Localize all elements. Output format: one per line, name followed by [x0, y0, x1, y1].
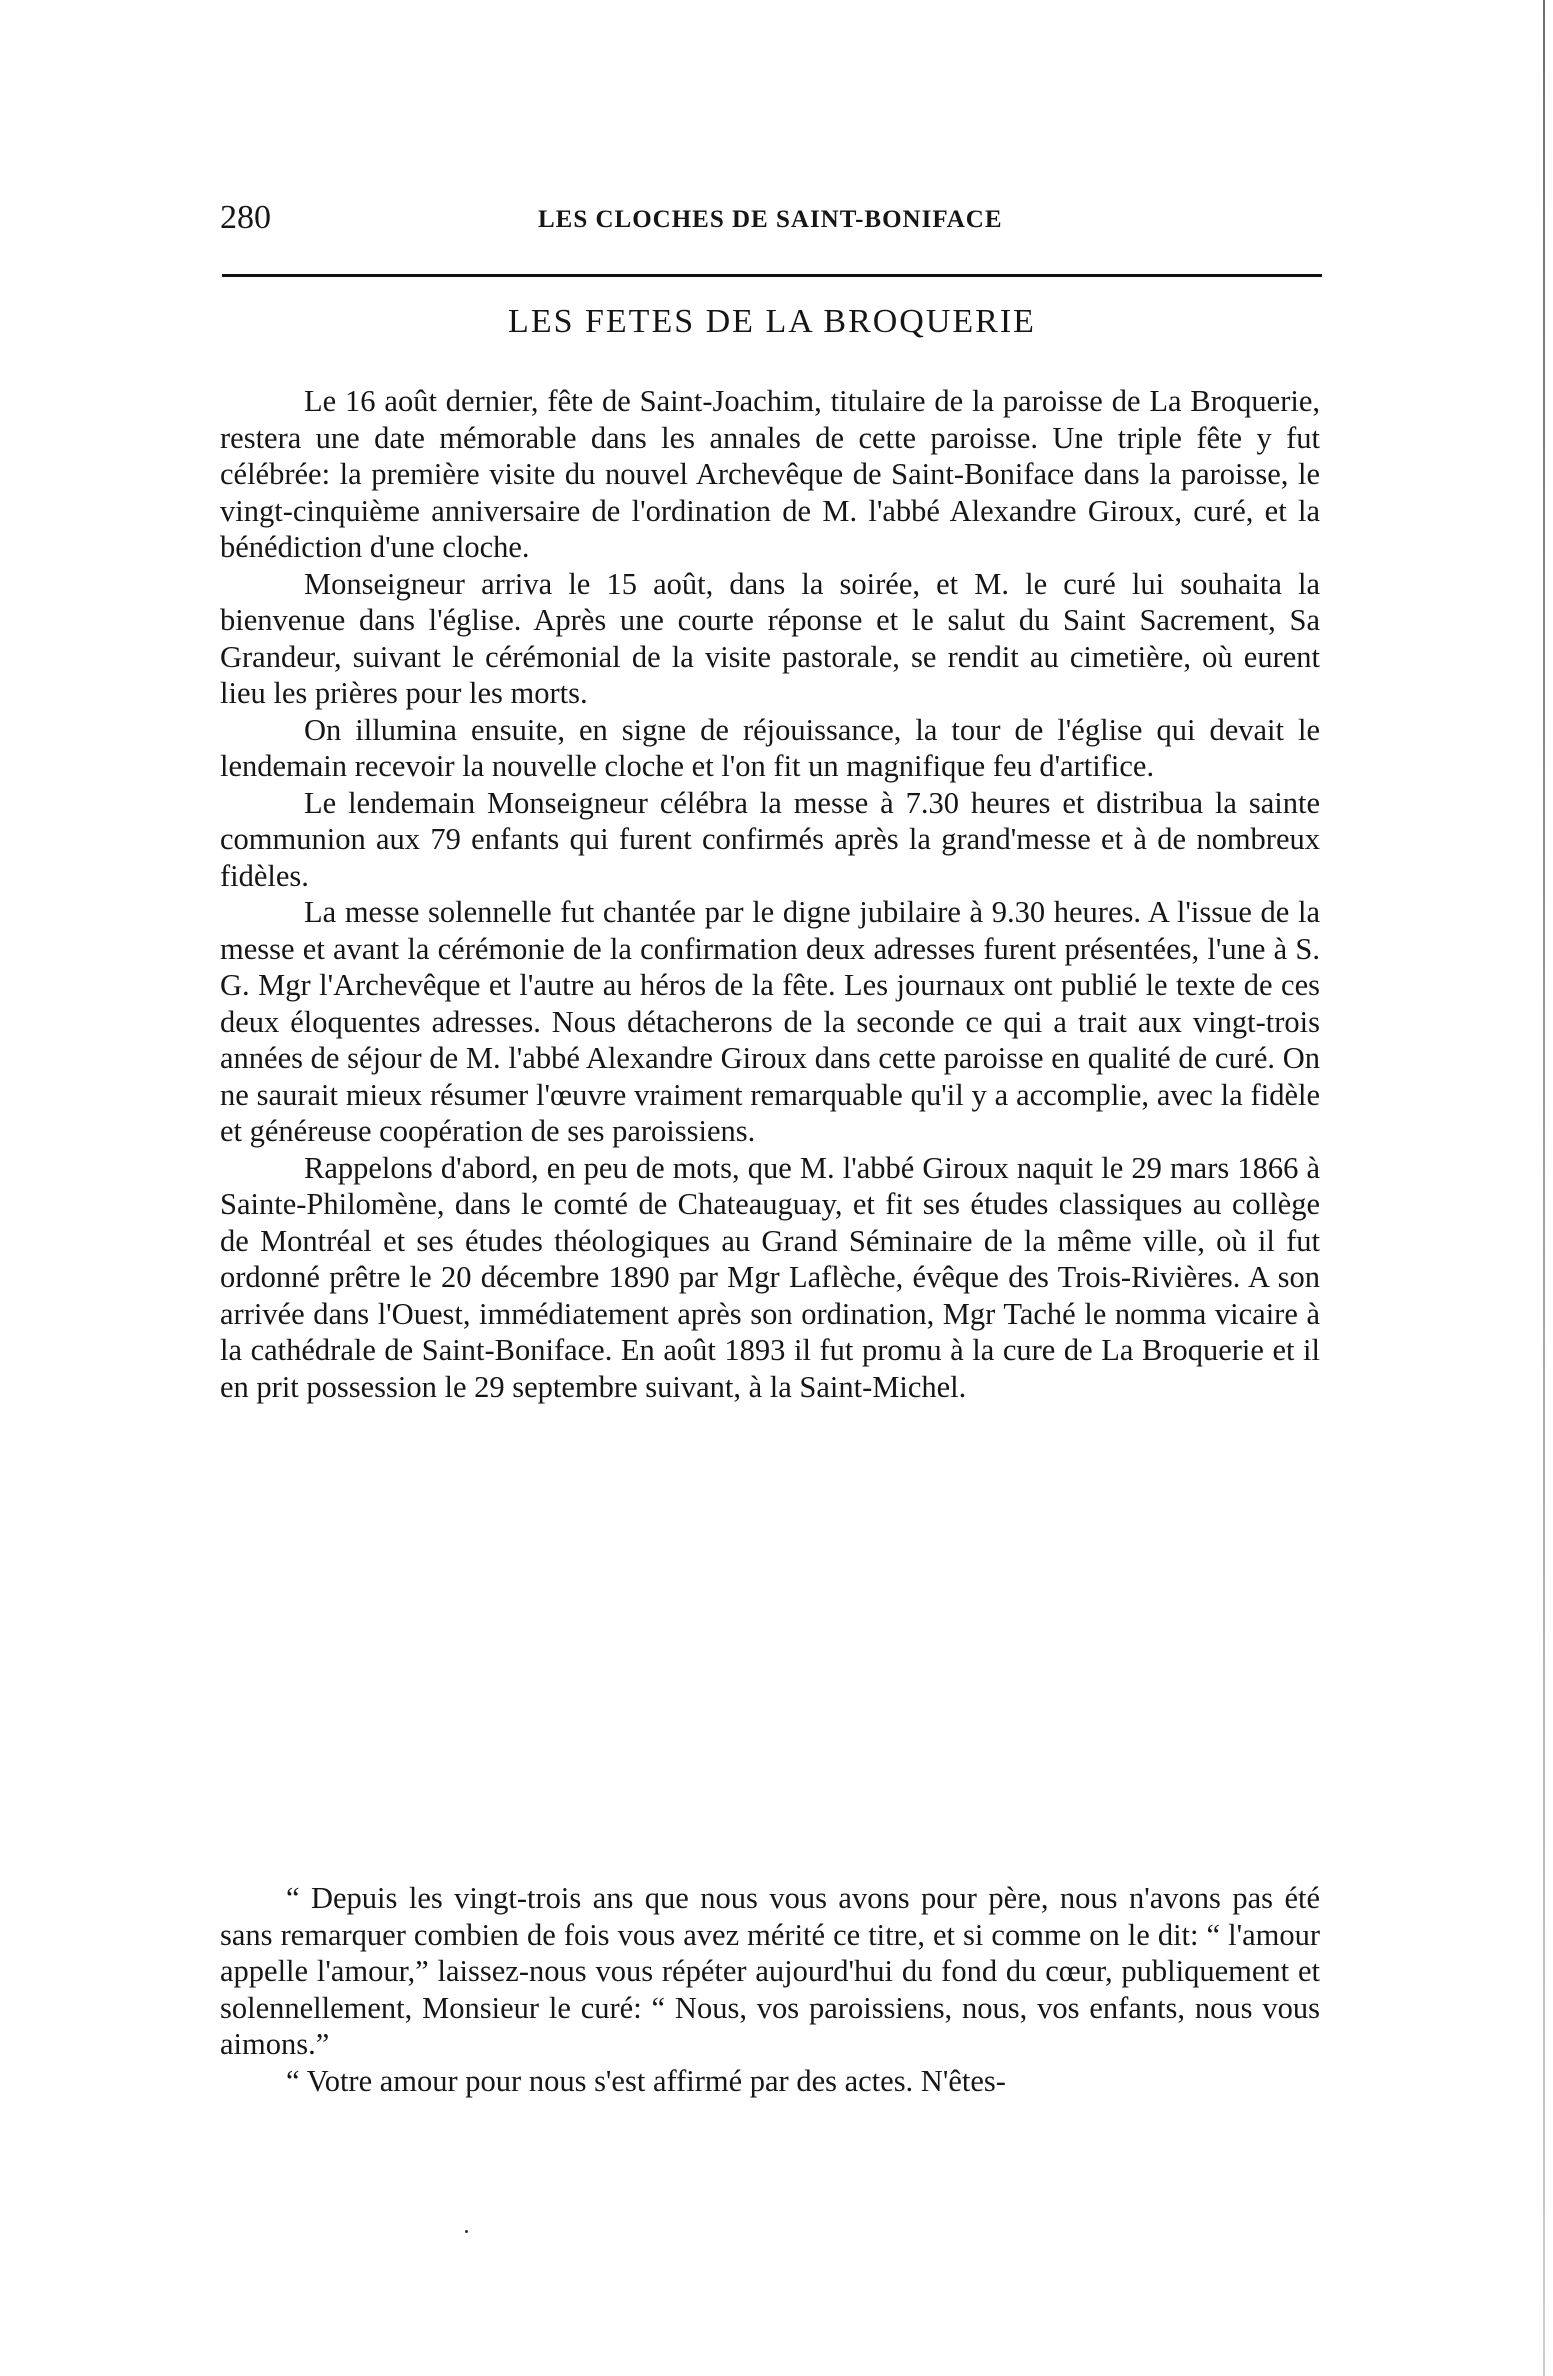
- page-header: [220, 198, 1320, 248]
- paragraph: La messe solennelle fut chantée par le digne jubilaire à 9.30 heures. A l'issue de la messe et avant la cérémonie de la confirmation deux adresses furent présentées, l'une à S. G. Mgr l'Archevêque et l'autre au héros de la fête. Les journaux ont publié le texte de ces deux éloquentes adresses. Nous détacherons de la seconde ce qui a trait aux vingt-trois années de séjour de M. l'abbé Alexandre Giroux dans cette paroisse en qualité de curé. On ne saurait mieux résumer l'œuvre vraiment remarquable qu'il y a accomplie, avec la fidèle et généreuse coopération de ses paroissiens.: [220, 895, 1320, 1148]
- header-rule: [222, 274, 1322, 277]
- article-title: LES FETES DE LA BROQUERIE: [508, 303, 1036, 340]
- page-number: 280: [220, 199, 271, 236]
- paragraph: Monseigneur arriva le 15 août, dans la soirée, et M. le curé lui souhaita la bienvenue dans l'église. Après une courte réponse et le salut du Saint Sacrement, Sa Grandeur, suivant le cérémonial de la visite pastorale, se rendit au cimetière, où eurent lieu les prières pour les morts.: [220, 566, 1320, 710]
- article-body: [220, 383, 1320, 1405]
- running-title: LES CLOCHES DE SAINT-BONIFACE: [538, 206, 1003, 233]
- paragraph: Le lendemain Monseigneur célébra la messe à 7.30 heures et distribua la sainte communion aux 79 enfants qui furent confirmés après la grand'messe et à de nombreux fidèles.: [220, 785, 1320, 893]
- paragraph: Rappelons d'abord, en peu de mots, que M. l'abbé Giroux naquit le 29 mars 1866 à Sainte-Philomène, dans le comté de Chateauguay, et fit ses études classiques au collège de Montréal et ses études théologiques au Grand Séminaire de la même ville, où il fut ordonné prêtre le 20 décembre 1890 par Mgr Laflèche, évêque des Trois-Rivières. A son arrivée dans l'Ouest, immédiatement après son ordination, Mgr Taché le nomma vicaire à la cathédrale de Saint-Boniface. En août 1893 il fut promu à la cure de La Broquerie et il en prit possession le 29 septembre suivant, à la Saint-Michel.: [220, 1150, 1320, 1404]
- quote-paragraph: “ Votre amour pour nous s'est affirmé par des actes. N'êtes-: [286, 2063, 1006, 2098]
- ink-speck: [465, 2230, 468, 2233]
- paragraph: On illumina ensuite, en signe de réjouissance, la tour de l'église qui devait le lendemain recevoir la nouvelle cloche et l'on fit un magnifique feu d'artifice.: [220, 712, 1320, 783]
- paragraph: Le 16 août dernier, fête de Saint-Joachim, titulaire de la paroisse de La Broquerie, restera une date mémorable dans les annales de cette paroisse. Une triple fête y fut célébrée: la première visite du nouvel Archevêque de Saint-Boniface dans la paroisse, le vingt-cinquième anniversaire de l'ordination de M. l'abbé Alexandre Giroux, curé, et la bénédiction d'une cloche.: [220, 384, 1320, 564]
- scan-edge-shadow: [1543, 0, 1545, 2376]
- quote-paragraph: “ Depuis les vingt-trois ans que nous vous avons pour père, nous n'avons pas été sans remarquer combien de fois vous avez mérité ce titre, et si comme on le dit: “ l'amour appelle l'amour,” laissez-nous vous répéter aujourd'hui du fond du cœur, publiquement et solennellement, Monsieur le curé: “ Nous, vos paroissiens, nous, vos enfants, nous vous aimons.”: [220, 1881, 1320, 2061]
- quoted-address: [220, 1880, 1320, 2099]
